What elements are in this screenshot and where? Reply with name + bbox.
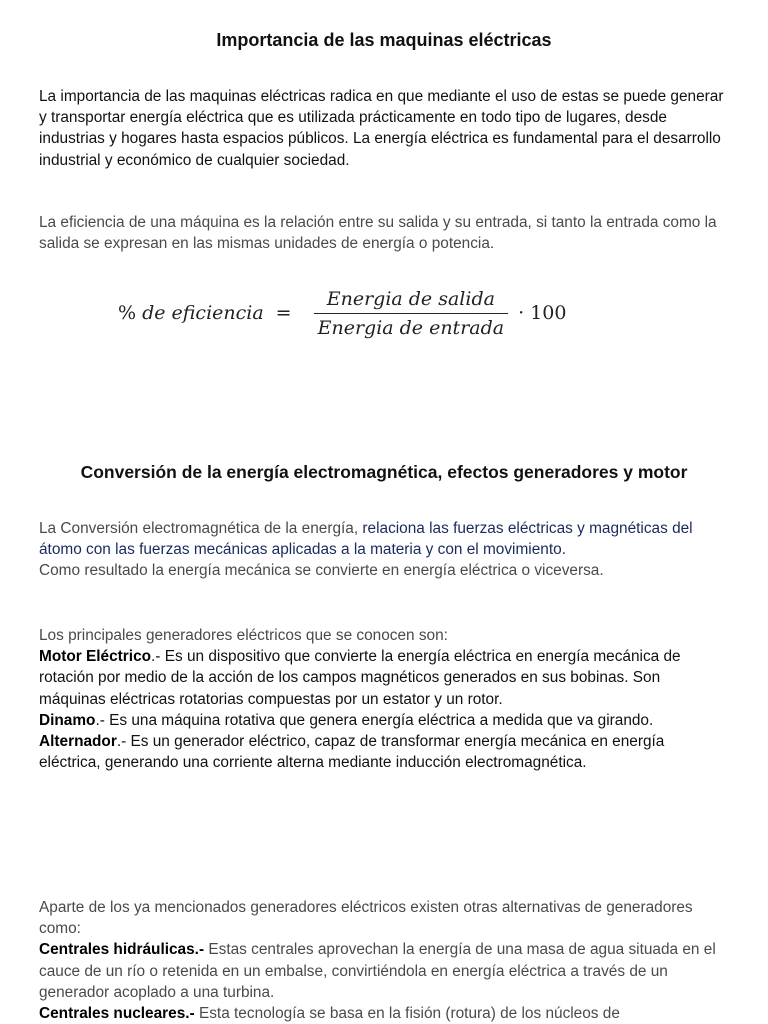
- formula-equals: =: [275, 302, 292, 324]
- generator-text-dinamo: .- Es una máquina rotativa que genera energía eléctrica a medida que va girando.: [95, 711, 654, 729]
- formula-numerator: Energia de salida: [326, 287, 495, 310]
- generator-term-motor: Motor Eléctrico: [39, 648, 152, 666]
- conversion-intro-text: La Conversión electromagnética de la energía,: [39, 520, 363, 537]
- formula-multiplier: · 100: [518, 302, 567, 324]
- paragraph-conversion: [39, 518, 729, 582]
- alternative-text-hidraulicas: Estas centrales aprovechan la energía de una masa de agua situada en el cauce de un río o retenida en un embalse, convirtiéndola en energía eléctrica a través de un generador acoplado a una turbina.: [39, 941, 716, 1001]
- paragraph-eficiencia: La eficiencia de una máquina es la relación entre su salida y su entrada, si tanto la entrada como la salida se expresan en las mismas unidades de energía o potencia.: [39, 214, 717, 253]
- formula-percent-symbol: %: [118, 302, 137, 324]
- generator-term-dinamo: Dinamo: [39, 711, 96, 729]
- generator-term-alternador: Alternador: [39, 733, 117, 751]
- section-title-importancia: Importancia de las maquinas eléctricas: [216, 30, 552, 50]
- paragraph-importancia: La importancia de las maquinas eléctricas radica en que mediante el uso de estas se puede generar y transportar energía eléctrica que es utilizada prácticamente en todo tipo de lugares, desde industrias y hogares hasta espacios públicos. La energía eléctrica es fundamental para el desarrollo industrial y económico de cualquier sociedad.: [39, 88, 724, 169]
- generators-intro: Los principales generadores eléctricos que se conocen son:: [39, 627, 448, 644]
- formula-denominator: Energia de entrada: [317, 316, 505, 339]
- formula-lhs: de eficiencia: [142, 302, 264, 324]
- alternatives-paragraph: [39, 897, 729, 1024]
- conversion-highlighted-text: relaciona las fuerzas eléctricas y magnéticas del átomo con las fuerzas mecánicas aplicadas a la materia y con el movimiento: [39, 520, 693, 559]
- conversion-intro-end: .: [561, 541, 566, 559]
- alternative-term-hidraulicas: Centrales hidráulicas.-: [39, 941, 205, 959]
- generators-paragraph: [39, 625, 729, 773]
- section-title-conversion: Conversión de la energía electromagnética, efectos generadores y motor: [80, 462, 688, 482]
- alternative-text-nucleares: Esta tecnología se basa en la fisión (rotura) de los núcleos de: [194, 1005, 620, 1023]
- formula-fraction: [314, 288, 509, 339]
- generator-text-motor: .- Es un dispositivo que convierte la energía eléctrica en energía mecánica de rotación por medio de la acción de los campos magnéticos generados en sus bobinas. Son máquinas eléctricas rotatorias compuestas por un estator y un rotor.: [39, 648, 681, 708]
- generator-text-alternador: .- Es un generador eléctrico, capaz de transformar energía mecánica en energía eléctrica, generando una corriente alterna mediante inducción electromagnética.: [39, 733, 665, 772]
- efficiency-formula: [118, 286, 566, 340]
- alternative-term-nucleares: Centrales nucleares.-: [39, 1005, 195, 1023]
- conversion-result-text: Como resultado la energía mecánica se convierte en energía eléctrica o viceversa.: [39, 562, 604, 580]
- alternatives-intro: Aparte de los ya mencionados generadores eléctricos existen otras alternativas de generadores como:: [39, 899, 693, 938]
